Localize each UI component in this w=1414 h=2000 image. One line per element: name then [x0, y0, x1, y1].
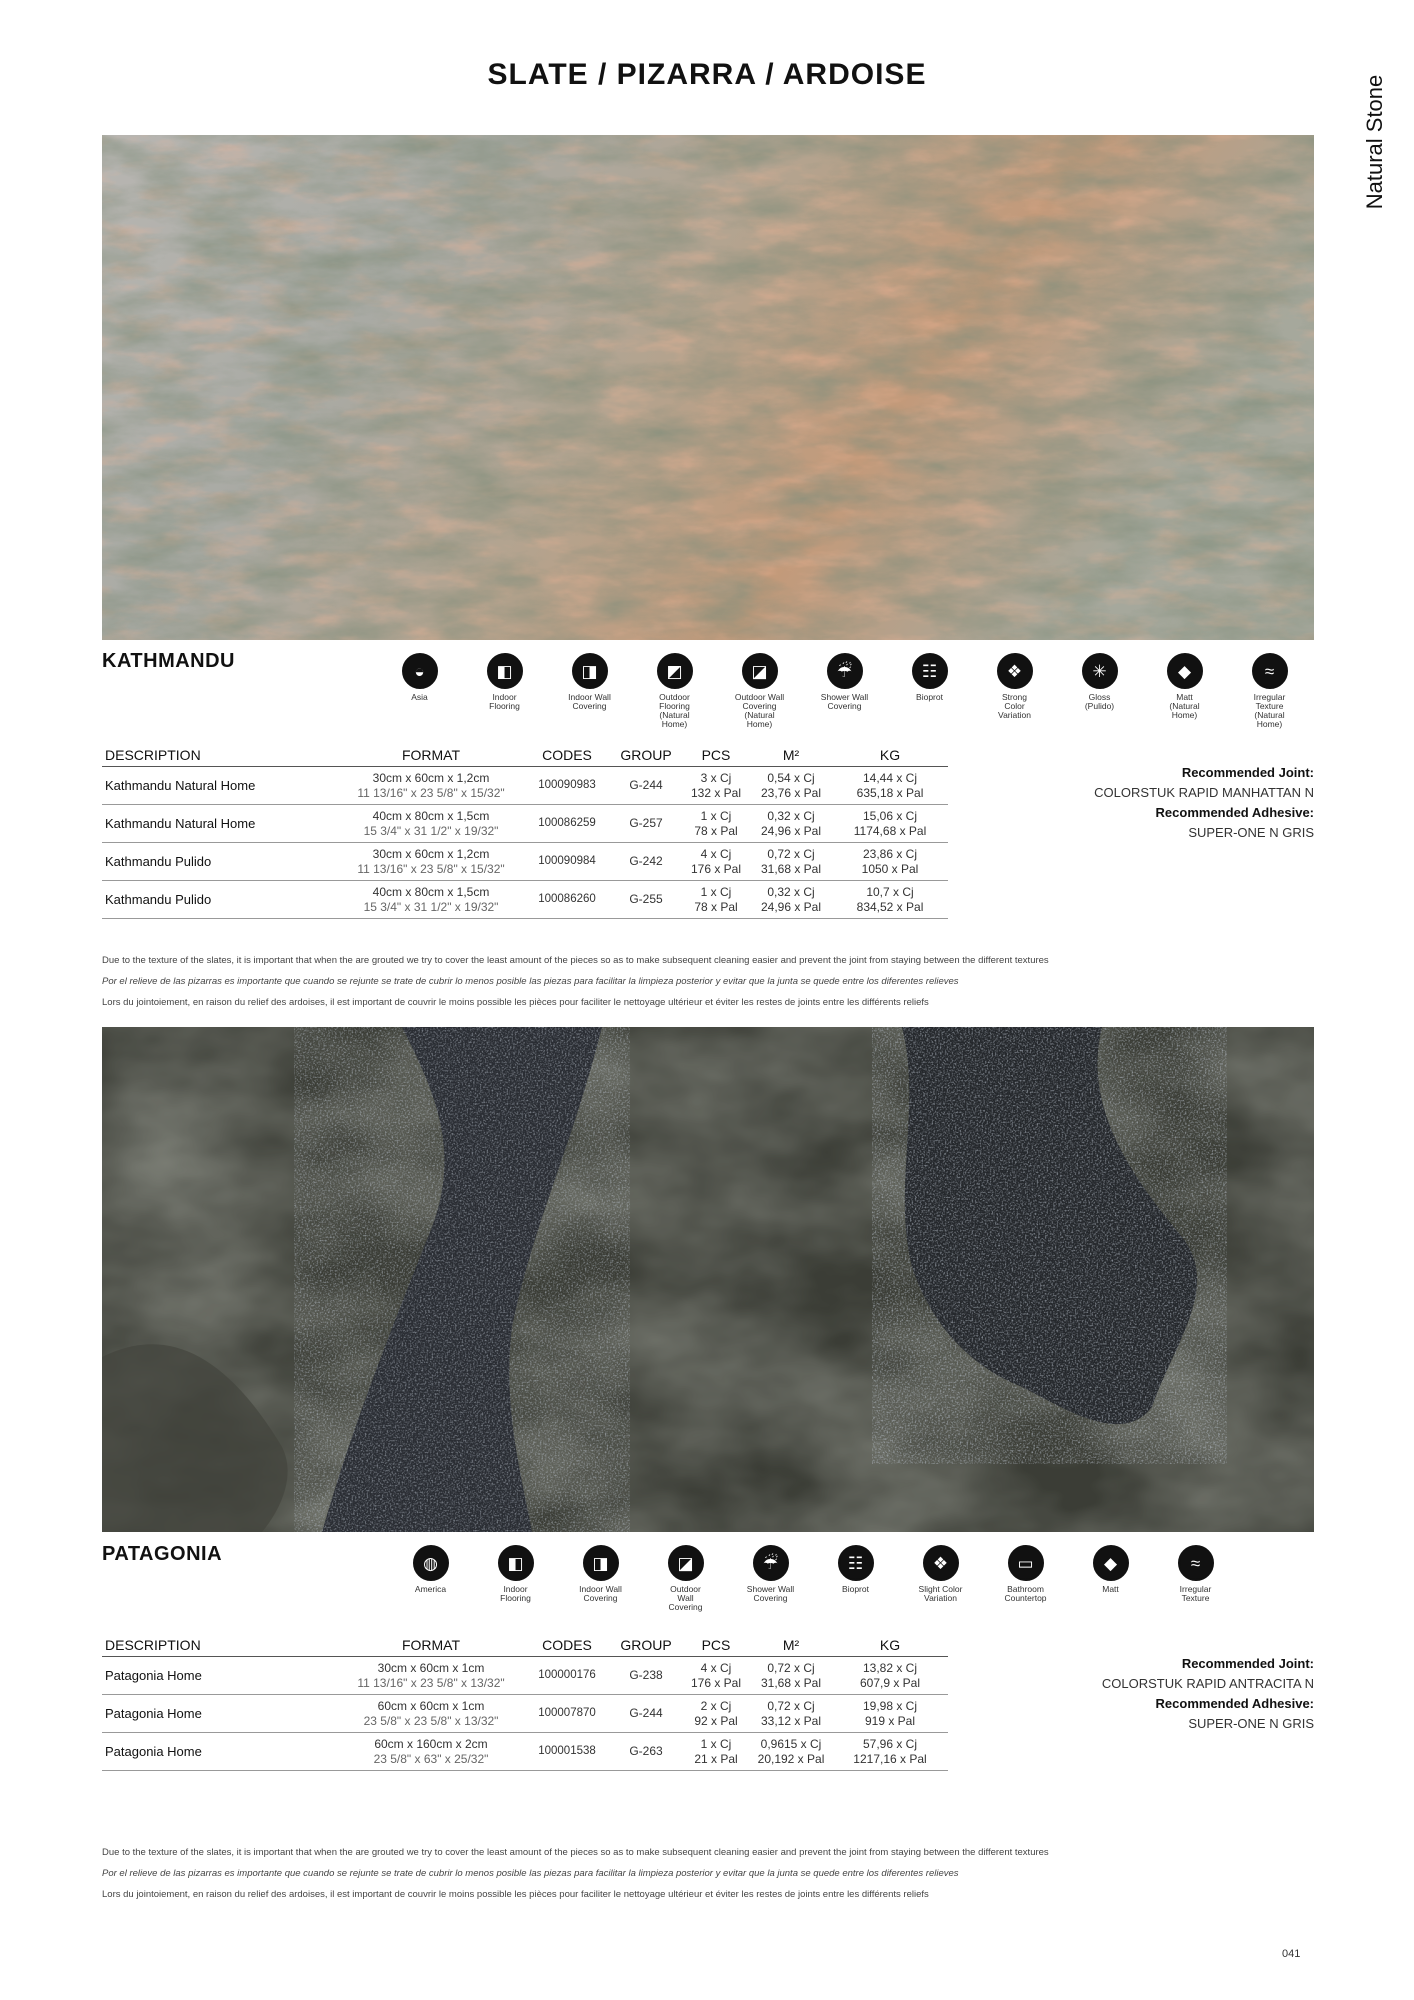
- cell-kg: 10,7 x Cj: [866, 884, 914, 899]
- feature-label: Matt (Natural Home): [1169, 692, 1200, 720]
- gloss-icon: ✳: [1082, 653, 1118, 689]
- cell-pcs: 2 x Cj: [700, 1698, 732, 1713]
- table-cell: [102, 1657, 338, 1695]
- cell-m2: 0,72 x Cj: [767, 846, 815, 861]
- feature-label: Bioprot: [842, 1584, 869, 1594]
- cell-pcs2: 176 x Pal: [690, 1675, 742, 1690]
- cell-pcs: 1 x Cj: [700, 884, 732, 899]
- cell-m2b: 31,68 x Pal: [760, 1675, 822, 1690]
- column-header: CODES: [524, 746, 610, 767]
- table-cell: [102, 843, 338, 881]
- table-cell: [524, 1733, 610, 1771]
- cell-m2: 0,54 x Cj: [767, 770, 815, 785]
- feature-item: [547, 653, 632, 729]
- shower-icon: ☔: [753, 1545, 789, 1581]
- cell-format: 30cm x 60cm x 1,2cm: [372, 846, 490, 861]
- cell-group: G-255: [629, 892, 663, 906]
- cell-m2: 0,9615 x Cj: [760, 1736, 822, 1751]
- table-cell: [338, 1657, 524, 1695]
- column-header: CODES: [524, 1636, 610, 1657]
- table-cell: [610, 1695, 682, 1733]
- table-cell: [682, 1695, 750, 1733]
- feature-item: [972, 653, 1057, 729]
- table-cell: [524, 843, 610, 881]
- table-cell: [610, 881, 682, 919]
- cell-group: G-242: [629, 854, 663, 868]
- cell-kg: 13,82 x Cj: [862, 1660, 918, 1675]
- irregular-texture-icon: ≈: [1252, 653, 1288, 689]
- asia-map-icon: ◒: [402, 653, 438, 689]
- patagonia-recommendations: [1000, 1654, 1314, 1734]
- table-cell: [682, 843, 750, 881]
- cell-m2b: 33,12 x Pal: [760, 1713, 822, 1728]
- column-header: DESCRIPTION: [102, 1636, 338, 1657]
- table-cell: [610, 767, 682, 805]
- note-spanish: Por el relieve de las pizarras es importante que cuando se rejunte se trate de cubrir lo menos posible las piezas para facilitar la limpieza posterior y evitar que la junta se quede entre los diferentes relieves: [102, 1868, 959, 1879]
- table-row: [102, 1733, 948, 1771]
- cell-format: 40cm x 80cm x 1,5cm: [372, 884, 490, 899]
- cell-code: 100090983: [538, 779, 596, 791]
- kathmandu-stone-photo: [102, 135, 1314, 640]
- cell-pcs: 1 x Cj: [700, 808, 732, 823]
- feature-label: Irregular Texture: [1179, 1584, 1212, 1603]
- table-cell: [750, 881, 832, 919]
- cell-m2b: 23,76 x Pal: [760, 785, 822, 800]
- kathmandu-feature-icons: [377, 653, 1312, 729]
- table-cell: [750, 843, 832, 881]
- cell-description: Patagonia Home: [105, 1706, 202, 1721]
- cell-kg2: 635,18 x Pal: [856, 785, 924, 800]
- table-cell: [750, 767, 832, 805]
- feature-item: [813, 1545, 898, 1612]
- table-row: [102, 805, 948, 843]
- table-header-row: [102, 746, 948, 767]
- color-variation-icon: ❖: [997, 653, 1033, 689]
- column-header: DESCRIPTION: [102, 746, 338, 767]
- cell-m2: 0,72 x Cj: [767, 1698, 815, 1713]
- cell-pcs: 1 x Cj: [700, 1736, 732, 1751]
- recommended-adhesive-value: SUPER-ONE N GRIS: [1188, 1716, 1314, 1731]
- table-cell: [682, 805, 750, 843]
- recommended-joint-value: COLORSTUK RAPID ANTRACITA N: [1101, 1676, 1314, 1691]
- indoor-flooring-icon: ◧: [487, 653, 523, 689]
- feature-item: [887, 653, 972, 729]
- note-english: Due to the texture of the slates, it is important that when the are grouted we try to cover the least amount of the pieces so as to make subsequent cleaning easier and prevent the joint from staying between the different textures: [102, 1847, 1049, 1858]
- feature-label: Outdoor Wall Covering: [668, 1584, 703, 1612]
- cell-m2: 0,32 x Cj: [767, 884, 815, 899]
- feature-item: [1057, 653, 1142, 729]
- column-header: M²: [750, 1636, 832, 1657]
- page-title: SLATE / PIZARRA / ARDOISE: [487, 58, 927, 91]
- recommended-joint-value: COLORSTUK RAPID MANHATTAN N: [1094, 785, 1314, 800]
- feature-item: [632, 653, 717, 729]
- cell-kg2: 1174,68 x Pal: [853, 823, 927, 838]
- bioprot-icon: ☷: [912, 653, 948, 689]
- table-cell: [682, 1733, 750, 1771]
- recommended-adhesive-value: SUPER-ONE N GRIS: [1188, 825, 1314, 840]
- feature-label: Indoor Wall Covering: [568, 692, 611, 711]
- feature-item: [558, 1545, 643, 1612]
- cell-m2b: 31,68 x Pal: [760, 861, 822, 876]
- feature-label: Shower Wall Covering: [746, 1584, 795, 1603]
- shower-icon: ☔: [827, 653, 863, 689]
- table-cell: [338, 881, 524, 919]
- table-cell: [832, 805, 948, 843]
- note-english: Due to the texture of the slates, it is important that when the are grouted we try to cover the least amount of the pieces so as to make subsequent cleaning easier and prevent the joint from staying between the different textures: [102, 955, 1049, 966]
- matt-icon: ◆: [1167, 653, 1203, 689]
- recommended-adhesive-label: Recommended Adhesive:: [1155, 805, 1314, 820]
- cell-format: 40cm x 80cm x 1,5cm: [372, 808, 490, 823]
- feature-label: Indoor Flooring: [489, 692, 520, 711]
- table-cell: [338, 1733, 524, 1771]
- kathmandu-spec-table: [102, 746, 948, 919]
- feature-item: [717, 653, 802, 729]
- table-cell: [682, 767, 750, 805]
- table-cell: [524, 767, 610, 805]
- feature-item: [898, 1545, 983, 1612]
- cell-m2: 0,32 x Cj: [767, 808, 815, 823]
- table-cell: [524, 881, 610, 919]
- cell-pcs: 4 x Cj: [700, 846, 732, 861]
- feature-item: [1153, 1545, 1238, 1612]
- outdoor-flooring-icon: ◩: [657, 653, 693, 689]
- column-header: KG: [832, 746, 948, 767]
- feature-item: [802, 653, 887, 729]
- table-row: [102, 1657, 948, 1695]
- column-header: PCS: [682, 746, 750, 767]
- color-variation-icon: ❖: [923, 1545, 959, 1581]
- table-row: [102, 767, 948, 805]
- table-cell: [610, 805, 682, 843]
- patagonia-feature-icons: [388, 1545, 1238, 1612]
- table-cell: [750, 805, 832, 843]
- table-cell: [610, 1733, 682, 1771]
- cell-format-in: 15 3/4" x 31 1/2" x 19/32": [363, 899, 499, 914]
- feature-item: [388, 1545, 473, 1612]
- table-cell: [102, 805, 338, 843]
- cell-m2b: 24,96 x Pal: [760, 823, 822, 838]
- cell-pcs2: 21 x Pal: [694, 1751, 738, 1766]
- feature-label: Shower Wall Covering: [820, 692, 869, 711]
- indoor-wall-icon: ◨: [572, 653, 608, 689]
- table-cell: [338, 805, 524, 843]
- table-cell: [682, 881, 750, 919]
- cell-format: 60cm x 160cm x 2cm: [374, 1736, 488, 1751]
- feature-label: Slight Color Variation: [918, 1584, 963, 1603]
- cell-format-in: 11 13/16" x 23 5/8" x 15/32": [357, 785, 505, 800]
- column-header: M²: [750, 746, 832, 767]
- indoor-flooring-icon: ◧: [498, 1545, 534, 1581]
- table-header-row: [102, 1636, 948, 1657]
- cell-pcs2: 176 x Pal: [690, 861, 742, 876]
- cell-format-in: 11 13/16" x 23 5/8" x 15/32": [357, 861, 505, 876]
- column-header: FORMAT: [338, 746, 524, 767]
- feature-item: [1142, 653, 1227, 729]
- feature-label: Outdoor Wall Covering (Natural Home): [734, 692, 785, 729]
- matt-icon: ◆: [1093, 1545, 1129, 1581]
- outdoor-wall-icon: ◪: [742, 653, 778, 689]
- feature-label: Indoor Flooring: [500, 1584, 531, 1603]
- feature-label: Matt: [1102, 1584, 1119, 1594]
- column-header: PCS: [682, 1636, 750, 1657]
- feature-item: [462, 653, 547, 729]
- table-cell: [750, 1733, 832, 1771]
- cell-format-in: 11 13/16" x 23 5/8" x 13/32": [357, 1675, 505, 1690]
- cell-pcs: 4 x Cj: [700, 1660, 732, 1675]
- cell-format-in: 23 5/8" x 23 5/8" x 13/32": [363, 1713, 499, 1728]
- cell-format: 60cm x 60cm x 1cm: [377, 1698, 485, 1713]
- column-header: KG: [832, 1636, 948, 1657]
- feature-label: Indoor Wall Covering: [579, 1584, 622, 1603]
- feature-label: Gloss (Pulido): [1084, 692, 1115, 711]
- cell-pcs2: 132 x Pal: [690, 785, 742, 800]
- table-cell: [524, 1695, 610, 1733]
- table-cell: [524, 805, 610, 843]
- feature-label: America: [414, 1584, 447, 1594]
- note-french: Lors du jointoiement, en raison du relief des ardoises, il est important de couvrir le moins possible les pièces pour faciliter le nettoyage ultérieur et éviter les restes de joints entre les différents reliefs: [102, 1889, 929, 1900]
- cell-kg2: 1050 x Pal: [861, 861, 919, 876]
- irregular-texture-icon: ≈: [1178, 1545, 1214, 1581]
- column-header: FORMAT: [338, 1636, 524, 1657]
- indoor-wall-icon: ◨: [583, 1545, 619, 1581]
- table-cell: [832, 881, 948, 919]
- cell-code: 100007870: [538, 1707, 596, 1719]
- cell-format: 30cm x 60cm x 1,2cm: [372, 770, 490, 785]
- cell-description: Patagonia Home: [105, 1744, 202, 1759]
- column-header: GROUP: [610, 746, 682, 767]
- cell-pcs2: 78 x Pal: [694, 899, 738, 914]
- feature-item: [473, 1545, 558, 1612]
- cell-group: G-244: [629, 778, 663, 792]
- kathmandu-recommendations: [1000, 763, 1314, 843]
- patagonia-stone-photo: [102, 1027, 1314, 1532]
- table-row: [102, 1695, 948, 1733]
- cell-kg: 23,86 x Cj: [862, 846, 918, 861]
- feature-label: Bathroom Countertop: [1004, 1584, 1047, 1603]
- bioprot-icon: ☷: [838, 1545, 874, 1581]
- product-name-kathmandu: KATHMANDU: [102, 650, 235, 672]
- table-row: [102, 843, 948, 881]
- cell-format: 30cm x 60cm x 1cm: [377, 1660, 485, 1675]
- cell-m2b: 24,96 x Pal: [760, 899, 822, 914]
- cell-description: Kathmandu Pulido: [105, 854, 212, 869]
- cell-code: 100086259: [538, 817, 596, 829]
- cell-kg: 14,44 x Cj: [862, 770, 918, 785]
- table-cell: [610, 1657, 682, 1695]
- recommended-joint-label: Recommended Joint:: [1181, 1656, 1314, 1671]
- table-cell: [610, 843, 682, 881]
- cell-pcs2: 92 x Pal: [694, 1713, 738, 1728]
- cell-kg2: 607,9 x Pal: [859, 1675, 921, 1690]
- cell-kg: 57,96 x Cj: [862, 1736, 918, 1751]
- countertop-icon: ▭: [1008, 1545, 1044, 1581]
- cell-kg: 19,98 x Cj: [862, 1698, 918, 1713]
- page-number: 041: [1282, 1948, 1301, 1960]
- cell-code: 100090984: [538, 855, 596, 867]
- feature-item: [728, 1545, 813, 1612]
- feature-item: [1068, 1545, 1153, 1612]
- cell-code: 100086260: [538, 893, 596, 905]
- side-label-text: Natural Stone: [1362, 74, 1387, 210]
- cell-code: 100000176: [538, 1669, 596, 1681]
- feature-item: [1227, 653, 1312, 729]
- section-side-label: [1355, 62, 1395, 222]
- cell-kg: 15,06 x Cj: [862, 808, 918, 823]
- feature-label: Bioprot: [916, 692, 943, 702]
- recommended-joint-label: Recommended Joint:: [1181, 765, 1314, 780]
- table-cell: [832, 1695, 948, 1733]
- table-cell: [102, 881, 338, 919]
- cell-m2: 0,72 x Cj: [767, 1660, 815, 1675]
- outdoor-wall-icon: ◪: [668, 1545, 704, 1581]
- cell-description: Patagonia Home: [105, 1668, 202, 1683]
- cell-group: G-244: [629, 1706, 663, 1720]
- cell-description: Kathmandu Natural Home: [105, 816, 256, 831]
- table-cell: [338, 1695, 524, 1733]
- cell-kg2: 919 x Pal: [864, 1713, 916, 1728]
- column-header: GROUP: [610, 1636, 682, 1657]
- cell-format-in: 15 3/4" x 31 1/2" x 19/32": [363, 823, 499, 838]
- cell-pcs: 3 x Cj: [700, 770, 732, 785]
- product-name-patagonia: PATAGONIA: [102, 1543, 223, 1565]
- recommended-adhesive-label: Recommended Adhesive:: [1155, 1696, 1314, 1711]
- table-cell: [102, 1733, 338, 1771]
- table-cell: [832, 1733, 948, 1771]
- feature-label: Irregular Texture (Natural Home): [1253, 692, 1286, 729]
- table-cell: [338, 767, 524, 805]
- table-cell: [832, 1657, 948, 1695]
- table-cell: [832, 767, 948, 805]
- cell-group: G-238: [629, 1668, 663, 1682]
- feature-item: [643, 1545, 728, 1612]
- table-cell: [832, 843, 948, 881]
- cell-pcs2: 78 x Pal: [694, 823, 738, 838]
- feature-label: Strong Color Variation: [998, 692, 1031, 720]
- patagonia-spec-table: [102, 1636, 948, 1771]
- table-cell: [102, 767, 338, 805]
- feature-item: [377, 653, 462, 729]
- cell-kg2: 834,52 x Pal: [856, 899, 924, 914]
- cell-m2b: 20,192 x Pal: [757, 1751, 825, 1766]
- note-french: Lors du jointoiement, en raison du relief des ardoises, il est important de couvrir le moins possible les pièces pour faciliter le nettoyage ultérieur et éviter les restes de joints entre les différents reliefs: [102, 997, 929, 1008]
- cell-kg2: 1217,16 x Pal: [853, 1751, 927, 1766]
- america-globe-icon: ◍: [413, 1545, 449, 1581]
- table-cell: [524, 1657, 610, 1695]
- note-spanish: Por el relieve de las pizarras es importante que cuando se rejunte se trate de cubrir lo menos posible las piezas para facilitar la limpieza posterior y evitar que la junta se quede entre los diferentes relieves: [102, 976, 959, 987]
- feature-label: Asia: [411, 692, 428, 702]
- cell-group: G-263: [629, 1744, 663, 1758]
- cell-description: Kathmandu Natural Home: [105, 778, 256, 793]
- kathmandu-grouting-notes: [102, 950, 1314, 1013]
- cell-description: Kathmandu Pulido: [105, 892, 212, 907]
- table-row: [102, 881, 948, 919]
- patagonia-grouting-notes: [102, 1842, 1314, 1905]
- table-cell: [338, 843, 524, 881]
- feature-label: Outdoor Flooring (Natural Home): [659, 692, 690, 729]
- cell-code: 100001538: [538, 1745, 596, 1757]
- cell-group: G-257: [629, 816, 663, 830]
- feature-item: [983, 1545, 1068, 1612]
- cell-format-in: 23 5/8" x 63" x 25/32": [373, 1751, 489, 1766]
- table-cell: [750, 1695, 832, 1733]
- table-cell: [682, 1657, 750, 1695]
- table-cell: [750, 1657, 832, 1695]
- table-cell: [102, 1695, 338, 1733]
